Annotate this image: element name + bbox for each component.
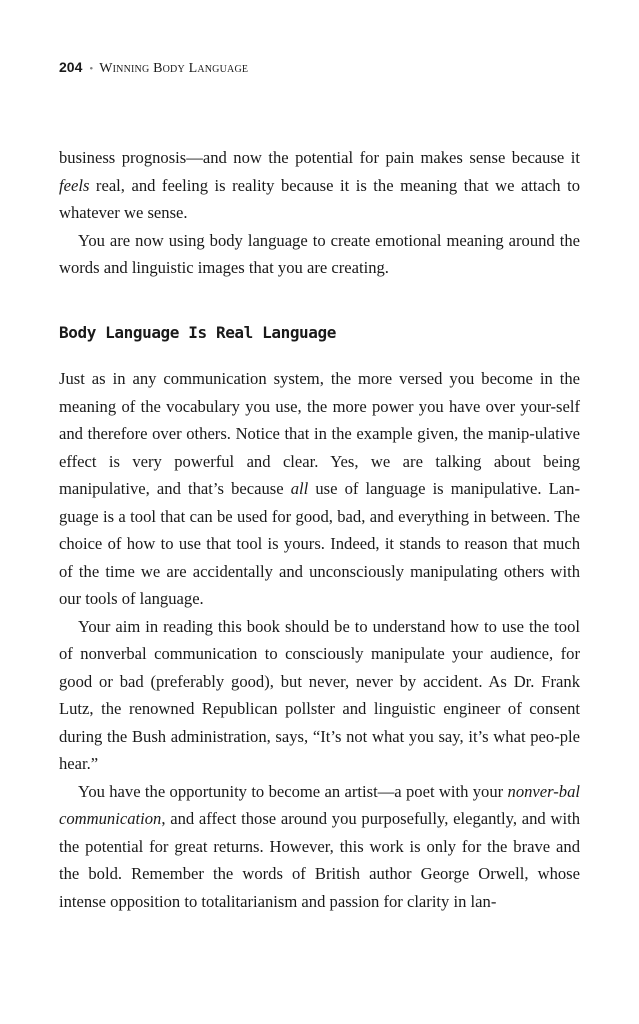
section-paragraph-1 bbox=[59, 365, 580, 613]
book-title: Winning Body Language bbox=[99, 61, 249, 76]
intro-text-block bbox=[59, 144, 580, 282]
running-header bbox=[59, 58, 248, 78]
section-p1-text-b: use of language is manipulative. Lan-guage is a tool that can be used for good, bad, and everything in between. The choice of how to use that tool is yours. Indeed, it stands to reason that much of the time we are accidentally and unconsciously manipulating others with our tools of language. bbox=[59, 479, 580, 608]
header-bullet-icon: • bbox=[89, 63, 94, 75]
section-p3-text-a: You have the opportunity to become an artist—a poet with your bbox=[78, 781, 508, 801]
section-p3-text-b: , and affect those around you purposefully, elegantly, and with the potential for great returns. However, this work is only for the brave and the bold. Remember the words of British author George Orwell, whose intense opposition to totalitarianism and passion for clarity in lan- bbox=[59, 809, 580, 911]
page-number: 204 bbox=[59, 59, 83, 75]
section-heading: Body Language Is Real Language bbox=[59, 323, 336, 342]
section-p1-emphasis: all bbox=[290, 479, 309, 498]
intro-p1-text-a: business prognosis—and now the potential for pain makes sense because it bbox=[59, 148, 580, 167]
section-paragraph-3 bbox=[59, 778, 580, 916]
intro-paragraph-1 bbox=[59, 144, 580, 227]
section-text-block bbox=[59, 365, 580, 915]
intro-paragraph-2: You are now using body language to create emotional meaning around the words and linguistic images that you are creating. bbox=[59, 230, 580, 277]
section-p3-emphasis: nonver-bal communication bbox=[59, 781, 580, 828]
section-p1-text-a: Just as in any communication system, the more versed you become in the meaning of the vocabulary you use, the more power you have over your-self and therefore over others. Notice that in the example given, the manip-ulative effect is very powerful and clear. Yes, we are talking about being manipulative, and that’s because bbox=[59, 369, 580, 498]
intro-p1-text-b: real, and feeling is reality because it is the meaning that we attach to whatever we sense. bbox=[59, 175, 580, 222]
section-paragraph-2: Your aim in reading this book should be to understand how to use the tool of nonverbal communication to consciously manipulate your audience, for good or bad (preferably good), but never, never by accident. As Dr. Frank Lutz, the renowned Republican pollster and linguistic engineer of consent during the Bush administration, says, “It’s not what you say, it’s what peo-ple hear.” bbox=[59, 616, 580, 773]
intro-p1-emphasis: feels bbox=[59, 175, 90, 195]
